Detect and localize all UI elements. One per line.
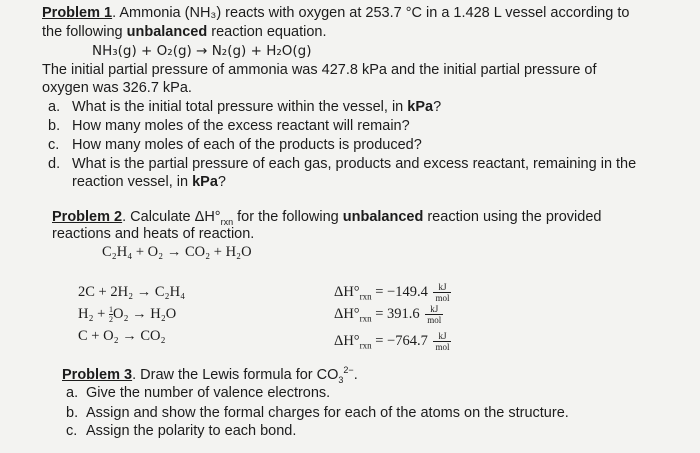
problem2-line2: reactions and heats of reaction.	[52, 226, 255, 242]
problem1-unbalanced: unbalanced	[126, 24, 208, 40]
enthalpy-3-value: = −764.7	[371, 332, 428, 349]
enthalpy-3-symbol: ΔH°	[334, 332, 360, 349]
problem3-label: Problem 3	[62, 367, 133, 383]
problem3-end: .	[353, 367, 358, 383]
problem3-intro: . Draw the Lewis formula for CO	[132, 367, 339, 383]
unit-mol: mol	[435, 293, 450, 303]
carbonate-charge: 2−	[343, 365, 354, 376]
problem1-intro: . Ammonia (NH₃) reacts with oxygen at 253.7 °C in a 1.428 L vessel according to	[112, 5, 630, 21]
reaction-1: 2C + 2H₂ → C₂H₄	[78, 284, 186, 300]
reaction-2-right: O₂ → H₂O	[112, 305, 177, 322]
problem1-qd2-unit: kPa	[192, 174, 218, 190]
problem1-qc-letter: c.	[48, 137, 60, 153]
problem1-qc: How many moles of each of the products is produced?	[72, 137, 422, 153]
enthalpy-2-unit	[425, 304, 443, 325]
problem3-qa-letter: a.	[66, 385, 79, 401]
problem1-line1	[42, 5, 629, 22]
problem1-line5: oxygen was 326.7 kPa.	[42, 80, 192, 96]
unit-kj: kJ	[433, 331, 451, 342]
problem1-qd-letter: d.	[48, 156, 61, 172]
problem2-main-equation: C₂H₄ + O₂ → CO₂ + H₂O	[102, 244, 252, 260]
problem1-qa-end: ?	[433, 99, 442, 115]
problem1-qd-line2	[72, 174, 226, 191]
problem1-qd-line1: What is the partial pressure of each gas, products and excess reactant, remaining in the	[72, 156, 637, 172]
problem1-qa-text: What is the initial total pressure within the vessel, in	[72, 99, 408, 115]
enthalpy-2-sub: rxn	[359, 313, 372, 324]
problem1-line2-end: reaction equation.	[207, 24, 327, 40]
problem1-qa	[72, 99, 441, 116]
enthalpy-2-value: = 391.6	[371, 305, 420, 322]
unit-mol: mol	[427, 315, 442, 325]
enthalpy-3	[334, 331, 451, 352]
problem1-qb: How many moles of the excess reactant will remain?	[72, 118, 410, 134]
reaction-2-left: H₂ +	[78, 305, 106, 322]
problem1-qa-unit: kPa	[407, 99, 434, 115]
half-numerator: 1	[108, 305, 113, 314]
problem1-qb-letter: b.	[48, 118, 61, 134]
enthalpy-1-sub: rxn	[359, 291, 372, 302]
problem2-rxn-sub: rxn	[220, 216, 234, 227]
problem3-qc-letter: c.	[66, 423, 78, 439]
problem3-qb: Assign and show the formal charges for each of the atoms on the structure.	[86, 405, 569, 421]
reaction-2	[78, 305, 176, 324]
problem3-qa: Give the number of valence electrons.	[86, 385, 331, 401]
problem3-line1	[62, 367, 358, 384]
enthalpy-1-unit	[433, 282, 451, 303]
problem1-line2-text: the following	[42, 24, 127, 40]
problem1-label: Problem 1	[42, 5, 113, 21]
enthalpy-2	[334, 304, 443, 325]
problem3-qb-letter: b.	[66, 405, 79, 421]
enthalpy-2-symbol: ΔH°	[334, 305, 360, 322]
problem2-unbalanced: unbalanced	[342, 209, 424, 225]
unit-kj: kJ	[425, 304, 443, 315]
enthalpy-1	[334, 282, 451, 303]
problem1-qa-letter: a.	[48, 99, 61, 115]
enthalpy-1-symbol: ΔH°	[334, 283, 360, 300]
problem1-line4: The initial partial pressure of ammonia was 427.8 kPa and the initial partial pressure of	[42, 62, 597, 78]
problem2-intro: . Calculate ΔH°	[122, 209, 221, 225]
enthalpy-3-unit	[433, 331, 451, 352]
problem1-line2	[42, 24, 327, 41]
problem1-equation: NH₃(g) + O₂(g) → N₂(g) + H₂O(g)	[92, 43, 312, 59]
problem2-end: reaction using the provided	[423, 209, 602, 225]
problem2-mid: for the following	[233, 209, 343, 225]
enthalpy-1-value: = −149.4	[371, 283, 428, 300]
unit-mol: mol	[435, 342, 450, 352]
reaction-3: C + O₂ → CO₂	[78, 328, 166, 344]
problem3-qc: Assign the polarity to each bond.	[86, 423, 297, 439]
unit-kj: kJ	[433, 282, 451, 293]
problem1-qd2-end: ?	[217, 174, 226, 190]
problem2-label: Problem 2	[52, 209, 123, 225]
problem2-line1	[52, 209, 601, 226]
half-denominator: 2	[108, 315, 113, 324]
carbonate-sub: 3	[338, 374, 344, 385]
enthalpy-3-sub: rxn	[359, 340, 372, 351]
problem1-qd2-text: reaction vessel, in	[72, 174, 193, 190]
